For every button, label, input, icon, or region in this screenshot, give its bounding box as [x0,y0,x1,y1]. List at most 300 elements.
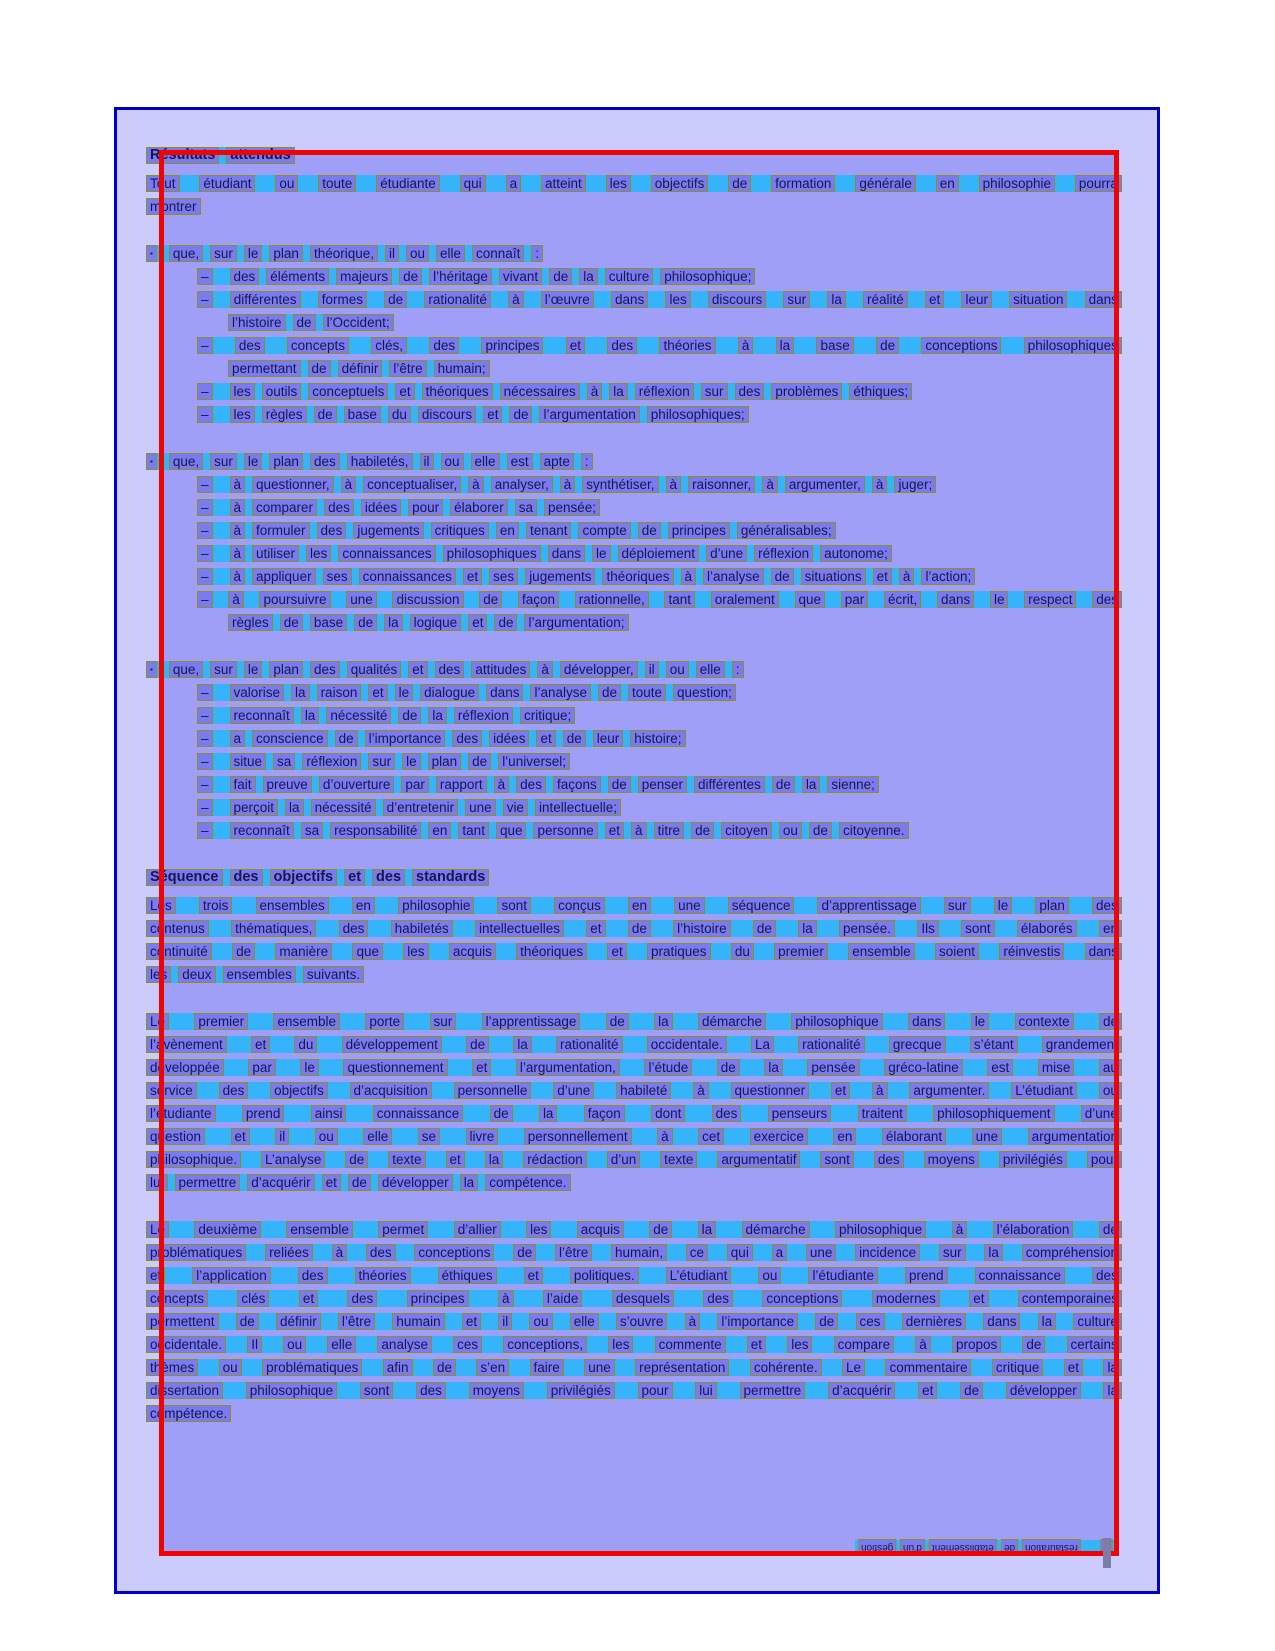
word-box: à [230,545,246,562]
word-box: et [231,1128,250,1145]
word-box: l’action; [921,568,975,585]
word-box: L’étudiant [1011,1082,1077,1099]
word-box: l’histoire [228,314,286,331]
word-box: sur [210,453,237,470]
word-box: perçoit [230,799,279,816]
word-box: de [628,920,651,937]
word-box: des [874,1151,904,1168]
word-box: exercice [750,1128,808,1145]
word-box: une [346,591,377,608]
word-box: en [628,897,651,914]
word-box: la [776,337,795,354]
word-box: argumenter. [909,1082,989,1099]
word-box: respect [1024,591,1076,608]
word-box: définir [338,360,383,377]
word-box: développer, [560,661,638,678]
text-line [146,406,1122,429]
word-box: rationalité [556,1036,623,1053]
word-box: discours [418,406,476,423]
text-line [146,337,1122,360]
word-box: questionner, [252,476,334,493]
word-box: et [747,1336,766,1353]
word-box: s’ouvre [616,1313,668,1330]
word-box: l’histoire [673,920,731,937]
word-box: trois [199,897,233,914]
word-box: règles [262,406,307,423]
word-box: à [872,476,888,493]
word-box: théoriques [422,383,493,400]
word-box: conceptions, [503,1336,587,1353]
word-box: en [936,175,959,192]
word-box: questionnement [343,1059,447,1076]
word-box: L’étudiant [666,1267,732,1284]
word-box: philosophiques [1024,337,1122,354]
word-box: l’étude [644,1059,692,1076]
word-box: définir [276,1313,321,1330]
word-box: et [607,943,626,960]
word-box: qui [727,1244,753,1261]
word-box: valorise [230,684,285,701]
word-box: concepts [287,337,349,354]
paragraph-gap [146,1197,1122,1221]
word-box: pour [408,499,443,516]
word-box: éléments [266,268,329,285]
footer-word-box: de [1001,1539,1018,1556]
word-box: de [606,1013,629,1030]
word-box: problématiques [146,1244,246,1261]
word-box: une [806,1244,837,1261]
word-box: des [324,499,354,516]
word-box: vie [503,799,528,816]
word-box: dans [611,291,648,308]
word-box: moyens [924,1151,979,1168]
line-highlight [146,453,593,470]
word-box: philosophique [835,1221,926,1238]
word-box: la [798,920,817,937]
word-box: personnellement [524,1128,632,1145]
word-box: que [795,591,826,608]
word-box: théoriques [516,943,587,960]
text-line [146,1082,1122,1105]
word-box: à [230,499,246,516]
word-box: réinvestis [999,943,1064,960]
word-box: objectifs [651,175,709,192]
word-box: démarche [742,1221,810,1238]
word-box: il [645,661,659,678]
word-box: base [310,614,347,631]
word-box: contexte [1015,1013,1074,1030]
word-box: réflexion [754,545,813,562]
word-box: et [873,568,892,585]
text-line [146,661,1122,684]
word-box: l’étudiante [808,1267,878,1284]
word-box: compréhension [1022,1244,1122,1261]
word-box: de [772,776,795,793]
line-highlight [197,383,912,400]
word-box: à [915,1336,931,1353]
word-box: commente [655,1336,726,1353]
word-box: d’une [1081,1105,1122,1122]
word-box: synthétiser, [582,476,658,493]
word-box: objectifs [270,869,338,886]
word-box: culture [1073,1313,1122,1330]
word-box: par [248,1059,276,1076]
word-box: différentes [694,776,765,793]
word-box: ensemble [273,1013,340,1030]
word-box: des [219,1082,249,1099]
text-line [146,614,1122,637]
word-box: d’acquérir [247,1174,314,1191]
word-box: une [674,897,705,914]
line-highlight [197,406,749,423]
word-box: philosophiquement [933,1105,1054,1122]
word-box: sa [273,753,295,770]
word-box: élaborés [1017,920,1077,937]
word-box: l’argumentation; [524,614,628,631]
text-line [146,943,1122,966]
word-box: conceptuels [308,383,388,400]
word-box: l’apprentissage [482,1013,581,1030]
word-box: mise [1038,1059,1075,1076]
word-box: la [984,1244,1003,1261]
word-box: de [232,943,255,960]
word-box: la [428,707,447,724]
word-box: rapport [436,776,487,793]
line-highlight [197,776,879,793]
word-box: sur [210,661,237,678]
word-box: privilégiés [547,1382,615,1399]
paragraph-gap [146,989,1122,1013]
word-box: pensée; [544,499,600,516]
word-box: théories [659,337,715,354]
line-highlight [146,1336,1122,1353]
word-box: pensée. [839,920,895,937]
word-box: d’acquisition [350,1082,432,1099]
word-box: dans [486,684,523,701]
word-box: les [230,406,255,423]
word-box: ou [219,1359,242,1376]
line-highlight [146,1105,1122,1122]
bullet-marker: ▪ [146,661,157,678]
word-box: suivants. [303,966,364,983]
word-box: l’Occident; [323,314,394,331]
dash-marker: – [197,522,213,539]
line-highlight [146,245,543,262]
word-box: de [314,406,337,423]
word-box: de [236,1313,259,1330]
bullet-marker: ▪ [146,453,157,470]
text-line [146,1059,1122,1082]
word-box: et [446,1151,465,1168]
text-line [146,1336,1122,1359]
word-box: à [762,476,778,493]
word-box: Les [146,897,176,914]
word-box: que, [169,661,203,678]
line-highlight [197,730,686,747]
text-line [146,545,1122,568]
word-box: séquence [728,897,795,914]
word-box: conceptualiser, [363,476,461,493]
word-box: argumentation [1028,1128,1122,1145]
word-box: reconnaît [230,822,294,839]
word-box: citoyenne. [839,822,909,839]
word-box: L’analyse [261,1151,325,1168]
word-box: façon [518,591,559,608]
word-box: a [772,1244,788,1261]
line-highlight [146,1128,1122,1145]
word-box: ses [323,568,352,585]
word-box: Résultats [146,147,219,164]
word-box: une [465,799,496,816]
word-box: philosophique; [660,268,755,285]
word-box: la [539,1105,558,1122]
word-box: plan [428,753,462,770]
word-box: situe [230,753,267,770]
word-box: pour [638,1382,673,1399]
line-highlight [146,198,201,215]
word-box: argumenter, [785,476,865,493]
word-box: développée [146,1059,224,1076]
word-box: l’importance [717,1313,798,1330]
word-box: utiliser [252,545,299,562]
text-line [146,568,1122,591]
word-box: conscience [252,730,328,747]
word-box: grandement [1042,1036,1122,1053]
line-highlight [146,1405,231,1422]
word-box: la [291,684,310,701]
word-box: façons [553,776,601,793]
word-box: théoriques [602,568,673,585]
word-box: d’apprentissage [817,897,920,914]
word-box: de [728,175,751,192]
word-box: conçus [554,897,605,914]
text-line [146,268,1122,291]
word-box: la [802,776,821,793]
word-box: l’argumentation, [516,1059,620,1076]
word-box: d’ouverture [319,776,395,793]
dash-marker: – [197,568,213,585]
word-box: ensembles [223,966,296,983]
word-box: du [294,1036,317,1053]
word-box: reconnaît [230,707,294,724]
word-box: le [300,1059,319,1076]
word-box: démarche [698,1013,766,1030]
word-box: de [398,707,421,724]
word-box: jugements [525,568,595,585]
word-box: la [654,1013,673,1030]
word-box: par [401,776,429,793]
line-highlight [197,545,892,562]
word-box: il [420,453,434,470]
word-box: il [385,245,399,262]
word-box: de [490,1105,513,1122]
footer-word-box: gestion [858,1539,896,1556]
text-line [146,383,1122,406]
word-box: l’importance [365,730,446,747]
word-box: situations [801,568,866,585]
word-box: titre [654,822,685,839]
document-text [146,147,1122,1428]
word-box: est [987,1059,1013,1076]
word-box: de [771,568,794,585]
word-box: la [1103,1382,1122,1399]
text-line [146,822,1122,845]
word-box: en [496,522,519,539]
word-box: standards [412,869,489,886]
word-box: penser [638,776,687,793]
word-box: de [691,822,714,839]
line-highlight [197,499,600,516]
word-box: connaissances [338,545,435,562]
word-box: l’héritage [429,268,492,285]
word-box: des [235,337,265,354]
line-highlight [146,1036,1122,1053]
word-box: Ils [917,920,939,937]
word-box: attendus [226,147,294,164]
word-box: base [344,406,381,423]
word-box: à [685,1313,701,1330]
word-box: analyse [377,1336,432,1353]
word-box: à [341,476,357,493]
word-box: atteint [541,175,586,192]
word-box: qui [460,175,486,192]
word-box: ou [283,1336,306,1353]
word-box: des [1092,897,1122,914]
line-highlight [146,147,295,164]
word-box: critique [992,1359,1044,1376]
word-box: l’élaboration [993,1221,1074,1238]
bullet-marker: ▪ [146,245,157,262]
line-highlight [146,1244,1122,1261]
word-box: de [479,591,502,608]
word-box: et [831,1082,850,1099]
word-box: et [524,1267,543,1284]
word-box: le [971,1013,990,1030]
word-box: en [352,897,375,914]
footer-word-box: d’un [900,1539,925,1556]
word-box: par [841,591,869,608]
word-box: se [418,1128,440,1145]
word-box: il [275,1128,289,1145]
word-box: appliquer [252,568,316,585]
word-box: ou [758,1267,781,1284]
word-box: ensembles [256,897,329,914]
word-box: dans [983,1313,1020,1330]
line-highlight [146,897,1122,914]
word-box: la [609,383,628,400]
line-highlight [146,920,1122,937]
word-box: texte [660,1151,697,1168]
word-box: théorique, [310,245,378,262]
word-box: étudiante [376,175,440,192]
word-box: de [549,268,572,285]
word-box: à [657,1128,673,1145]
word-box: à [230,476,246,493]
word-box: connaissance [373,1105,464,1122]
word-box: les [306,545,331,562]
word-box: problématiques [262,1359,362,1376]
word-box: permettent [146,1313,219,1330]
word-box: continuité [146,943,212,960]
word-box: oralement [711,591,779,608]
word-box: une [584,1359,615,1376]
word-box: des [735,383,765,400]
word-box: acquis [449,943,496,960]
word-box: les [608,1336,633,1353]
word-box: la [460,1174,479,1191]
word-box: développement [342,1036,442,1053]
word-box: conceptions [921,337,1001,354]
word-box: rationalité [424,291,491,308]
word-box: sont [961,920,995,937]
word-box: et [483,406,502,423]
word-box: privilégiés [999,1151,1067,1168]
word-box: Tout [146,175,180,192]
word-box: nécessité [311,799,376,816]
text-line [146,1036,1122,1059]
word-box: l’étudiante [146,1105,216,1122]
word-box: et [586,920,605,937]
word-box: dans [1085,943,1122,960]
word-box: dans [548,545,585,562]
word-box: de [608,776,631,793]
word-box: texte [388,1151,425,1168]
word-box: pensée [807,1059,859,1076]
word-box: contenus [146,920,209,937]
word-box: sa [301,822,323,839]
word-box: de [638,522,661,539]
word-box: d’une [553,1082,594,1099]
word-box: au [1099,1059,1122,1076]
word-box: l’être [338,1313,375,1330]
word-box: moyens [469,1382,524,1399]
word-box: qualités [347,661,402,678]
word-box: que, [169,245,203,262]
text-line [146,1151,1122,1174]
word-box: intellectuelle; [535,799,621,816]
word-box: base [816,337,853,354]
word-box: dernières [902,1313,966,1330]
word-box: à [899,568,915,585]
word-box: prend [905,1267,948,1284]
dash-marker: – [197,337,213,354]
word-box: et [146,1267,165,1284]
word-box: objectifs [270,1082,328,1099]
word-box: à [498,1290,514,1307]
word-box: des [310,661,340,678]
word-box: de [809,822,832,839]
paragraph-gap [146,429,1122,453]
word-box: dans [908,1013,945,1030]
word-box: et [925,291,944,308]
word-box: des [712,1105,742,1122]
word-box: tenant [526,522,572,539]
word-box: élaborant [882,1128,946,1145]
word-box: des [230,268,260,285]
dash-marker: – [197,268,213,285]
word-box: majeurs [336,268,392,285]
word-box: à [738,337,754,354]
word-box: ou [406,245,429,262]
line-highlight [146,1059,1122,1076]
section-heading-line [146,869,1122,897]
word-box: question; [673,684,736,701]
line-highlight [146,1267,1122,1284]
line-highlight [197,591,1122,608]
footer-line [855,1540,1115,1555]
word-box: l’analyse [530,684,591,701]
word-box: analyser, [491,476,553,493]
